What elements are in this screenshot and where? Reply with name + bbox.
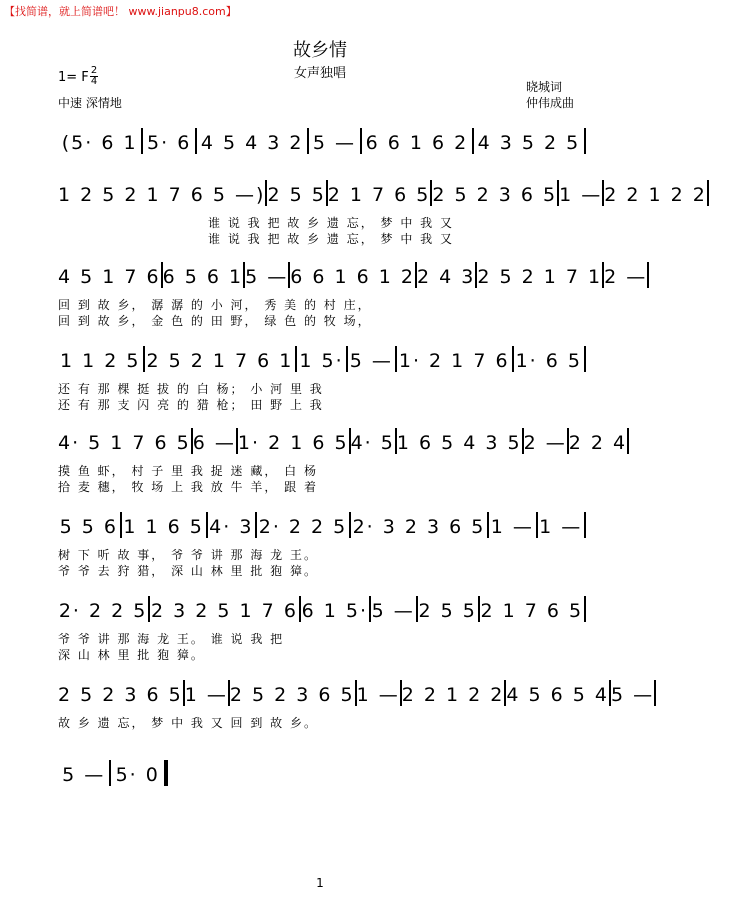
measure: 1 — (356, 684, 400, 706)
measure: 4 5 1 7 6 (58, 266, 161, 288)
composer-credit: 仲伟成曲 (526, 96, 575, 110)
measure: 2 5 2 3 6 5 (432, 184, 558, 206)
lyric-line: 深 山 林 里 批 狍 獐。 (58, 648, 205, 662)
barline (707, 180, 709, 206)
barline (627, 428, 629, 454)
notes-row (58, 680, 655, 706)
measure: 6 5 6 1 (162, 266, 244, 288)
measure: 1 1 2 5 (60, 350, 141, 372)
measure: 2 5 2 1 7 6 1 (146, 350, 294, 372)
key-signature: 1= F (58, 70, 89, 85)
measure: 2· 3 2 3 6 5 (352, 516, 486, 538)
measure: 6 6 1 6 2 (365, 132, 469, 154)
barline (164, 760, 168, 786)
measure: 4 3 5 2 5 (477, 132, 581, 154)
measure: 2 3 2 5 1 7 6 (151, 600, 298, 622)
lyric-line: 故 乡 遗 忘， 梦 中 我 又 回 到 故 乡。 (58, 716, 318, 730)
site-header[interactable]: 【找简谱，就上简谱吧！ www.jianpu8.com】 (4, 5, 237, 18)
lyric-line: 还 有 那 棵 挺 拔 的 白 杨； 小 河 里 我 (58, 382, 324, 396)
measure: 2 2 1 2 2 (604, 184, 707, 206)
measure: 2 5 5 (267, 184, 326, 206)
barline (584, 596, 586, 622)
measure: 2 5 2 3 6 5 (58, 684, 183, 706)
song-title: 故乡情 (293, 40, 347, 61)
measure: (5· 6 1 (61, 132, 138, 154)
measure: 2 5 2 1 7 1 (477, 266, 603, 288)
lyric-line: 谁 说 我 把 故 乡 遗 忘， 梦 中 我 又 (208, 216, 454, 230)
lyric-line: 还 有 那 支 闪 亮 的 猎 枪； 田 野 上 我 (58, 398, 324, 412)
measure: 1· 2 1 7 6 (398, 350, 510, 372)
lyric-line: 谁 说 我 把 故 乡 遗 忘， 梦 中 我 又 (208, 232, 454, 246)
lyric-line: 回 到 故 乡， 潺 潺 的 小 河， 秀 美 的 村 庄， (58, 298, 372, 312)
lyric-line: 拾 麦 穗， 牧 场 上 我 放 牛 羊， 跟 着 (58, 480, 318, 494)
measure: 2 2 1 2 2 (401, 684, 505, 706)
measure: 5 — (62, 764, 106, 786)
measure: 2 — (523, 432, 567, 454)
barline (584, 346, 586, 372)
lyric-line: 树 下 听 故 事， 爷 爷 讲 那 海 龙 王。 (58, 548, 318, 562)
measure: 1 6 5 4 3 5 (396, 432, 522, 454)
notes-row (58, 128, 586, 154)
measure: 1· 2 1 6 5 (237, 432, 349, 454)
measure: 5 5 6 (59, 516, 119, 538)
measure: 4· 5 1 7 6 5 (58, 432, 191, 454)
measure: 5 — (245, 266, 289, 288)
measure: 6 — (192, 432, 236, 454)
lyric-line: 回 到 故 乡， 金 色 的 田 野， 绿 色 的 牧 场， (58, 314, 372, 328)
measure: 1 — (490, 516, 534, 538)
notes-row (58, 346, 586, 372)
meter-top: 2 (90, 65, 98, 76)
measure: 2 1 7 6 5 (480, 600, 584, 622)
barline (584, 512, 586, 538)
barline (647, 262, 649, 288)
measure: 5· 0 (115, 764, 160, 786)
measure: 4· 3 (209, 516, 254, 538)
measure: 5 — (312, 132, 357, 154)
barline (654, 680, 656, 706)
measure: 2 2 4 (568, 432, 628, 454)
measure: 4· 5 (350, 432, 395, 454)
measure: 5 — (610, 684, 655, 706)
notes-row (58, 596, 586, 622)
time-signature (90, 66, 98, 87)
measure: 2 1 7 6 5 (327, 184, 431, 206)
measure: 5· 6 (147, 132, 192, 154)
measure: 1 2 5 2 1 7 6 5 —) (58, 184, 266, 206)
measure: 1 — (539, 516, 583, 538)
lyric-line: 爷 爷 去 狩 猎， 深 山 林 里 批 狍 獐。 (58, 564, 318, 578)
notes-row (58, 428, 628, 454)
notes-row (58, 180, 707, 206)
tempo-marking: 中速 深情地 (58, 96, 122, 110)
measure: 2· 2 2 5 (258, 516, 348, 538)
lyricist-credit: 晓城词 (526, 80, 563, 94)
barline (584, 128, 586, 154)
measure: 1 5· (299, 350, 344, 372)
measure: 1 — (184, 684, 228, 706)
measure: 2 — (604, 266, 648, 288)
measure: 2 4 3 (416, 266, 476, 288)
song-subtitle: 女声独唱 (293, 66, 346, 81)
notes-row (58, 512, 586, 538)
measure: 6 1 5· (301, 600, 368, 622)
measure: 4 5 6 5 4 (506, 684, 609, 706)
measure: 2 5 2 3 6 5 (229, 684, 355, 706)
measure: 2· 2 2 5 (58, 600, 148, 622)
meter-bottom: 4 (90, 76, 98, 87)
measure: 1· 6 5 (515, 350, 582, 372)
notes-row (58, 760, 168, 786)
page-number: 1 (316, 876, 324, 890)
measure: 5 — (371, 600, 415, 622)
measure: 1 — (559, 184, 603, 206)
measure: 6 6 1 6 1 2 (290, 266, 415, 288)
lyric-line: 摸 鱼 虾， 村 子 里 我 捉 迷 藏， 白 杨 (58, 464, 318, 478)
measure: 4 5 4 3 2 (200, 132, 304, 154)
notes-row (58, 262, 648, 288)
lyric-line: 爷 爷 讲 那 海 龙 王。 谁 说 我 把 (58, 632, 285, 646)
measure: 1 1 6 5 (123, 516, 204, 538)
measure: 5 — (349, 350, 393, 372)
measure: 2 5 5 (418, 600, 477, 622)
